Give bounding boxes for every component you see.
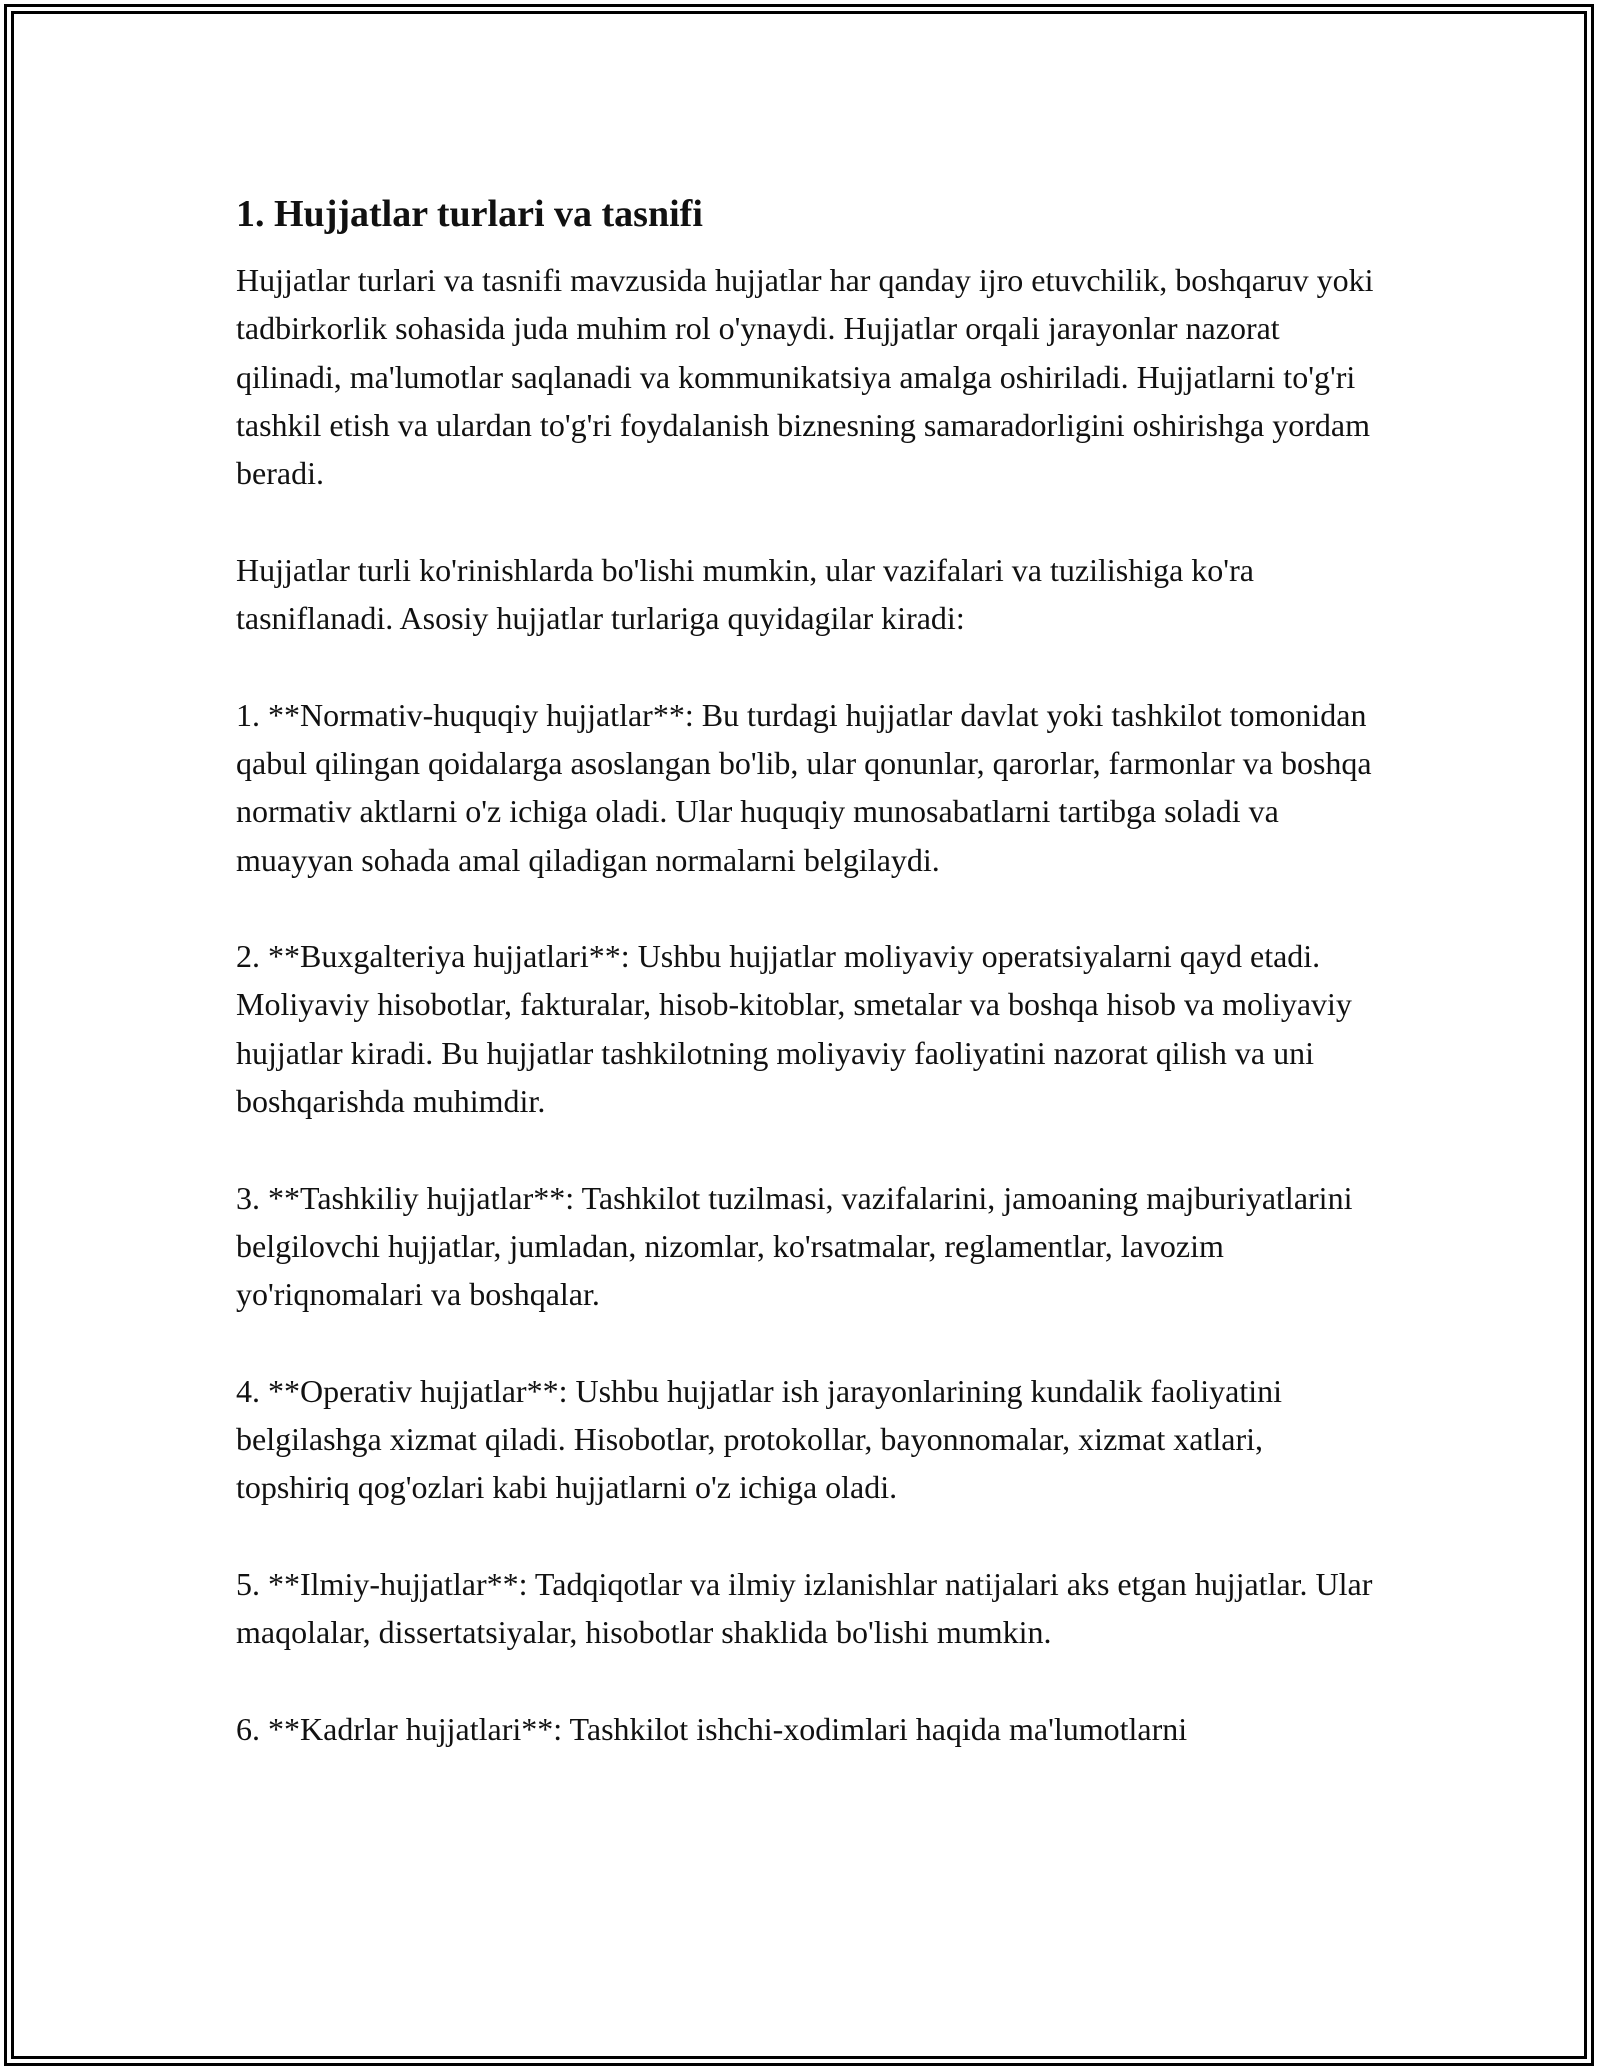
- paragraph-intro: Hujjatlar turlari va tasnifi mavzusida hujjatlar har qanday ijro etuvchilik, boshqaruv yoki tadbirkorlik sohasida juda muhim rol o'ynaydi. Hujjatlar orqali jarayonlar nazorat qilinadi, ma'lumotlar saqlanadi va kommunikatsiya amalga oshiriladi. Hujjatlarni to'g'ri tashkil etish va ulardan to'g'ri foydalanish biznesning samaradorligini oshirishga yordam beradi.: [236, 262, 1374, 492]
- list-item-normative: 1. **Normativ-huquqiy hujjatlar**: Bu turdagi hujjatlar davlat yoki tashkilot tomonidan qabul qilingan qoidalarga asoslangan bo'lib, ular qonunlar, qarorlar, farmonlar va boshqa normativ aktlarni o'z ichiga oladi. Ular huquqiy munosabatlarni tartibga soladi va muayyan sohada amal qiladigan normalarni belgilaydi.: [236, 696, 1372, 878]
- list-item-scientific: 5. **Ilmiy-hujjatlar**: Tadqiqotlar va ilmiy izlanishlar natijalari aks etgan hujjatlar. Ular maqolalar, dissertatsiyalar, hisobotlar shaklida bo'lishi mumkin.: [236, 1566, 1373, 1651]
- list-item-personnel: 6. **Kadrlar hujjatlari**: Tashkilot ishchi-xodimlari haqida ma'lumotlarni: [236, 1710, 1188, 1747]
- list-item-accounting: 2. **Buxgalteriya hujjatlari**: Ushbu hujjatlar moliyaviy operatsiyalarni qayd etadi. Moliyaviy hisobotlar, fakturalar, hisob-kitoblar, smetalar va boshqa hisob va moliyaviy hujjatlar kiradi. Bu hujjatlar tashkilotning moliyaviy faoliyatini nazorat qilish va uni boshqarishda muhimdir.: [236, 938, 1352, 1120]
- list-item-operative: 4. **Operativ hujjatlar**: Ushbu hujjatlar ish jarayonlarining kundalik faoliyatini belgilashga xizmat qiladi. Hisobotlar, protokollar, bayonnomalar, xizmat xatlari, topshiriq qog'ozlari kabi hujjatlarni o'z ichiga oladi.: [236, 1372, 1282, 1506]
- paragraph-classification: Hujjatlar turli ko'rinishlarda bo'lishi mumkin, ular vazifalari va tuzilishiga ko'ra tasniflanadi. Asosiy hujjatlar turlariga quyidagilar kiradi:: [236, 551, 1254, 637]
- list-item-organizational: 3. **Tashkiliy hujjatlar**: Tashkilot tuzilmasi, vazifalarini, jamoaning majburiyatlarini belgilovchi hujjatlar, jumladan, nizomlar, ko'rsatmalar, reglamentlar, lavozim yo'riqnomalari va boshqalar.: [236, 1179, 1353, 1313]
- section-heading: 1. Hujjatlar turlari va tasnifi: [236, 193, 703, 235]
- document-body: [236, 188, 1376, 1753]
